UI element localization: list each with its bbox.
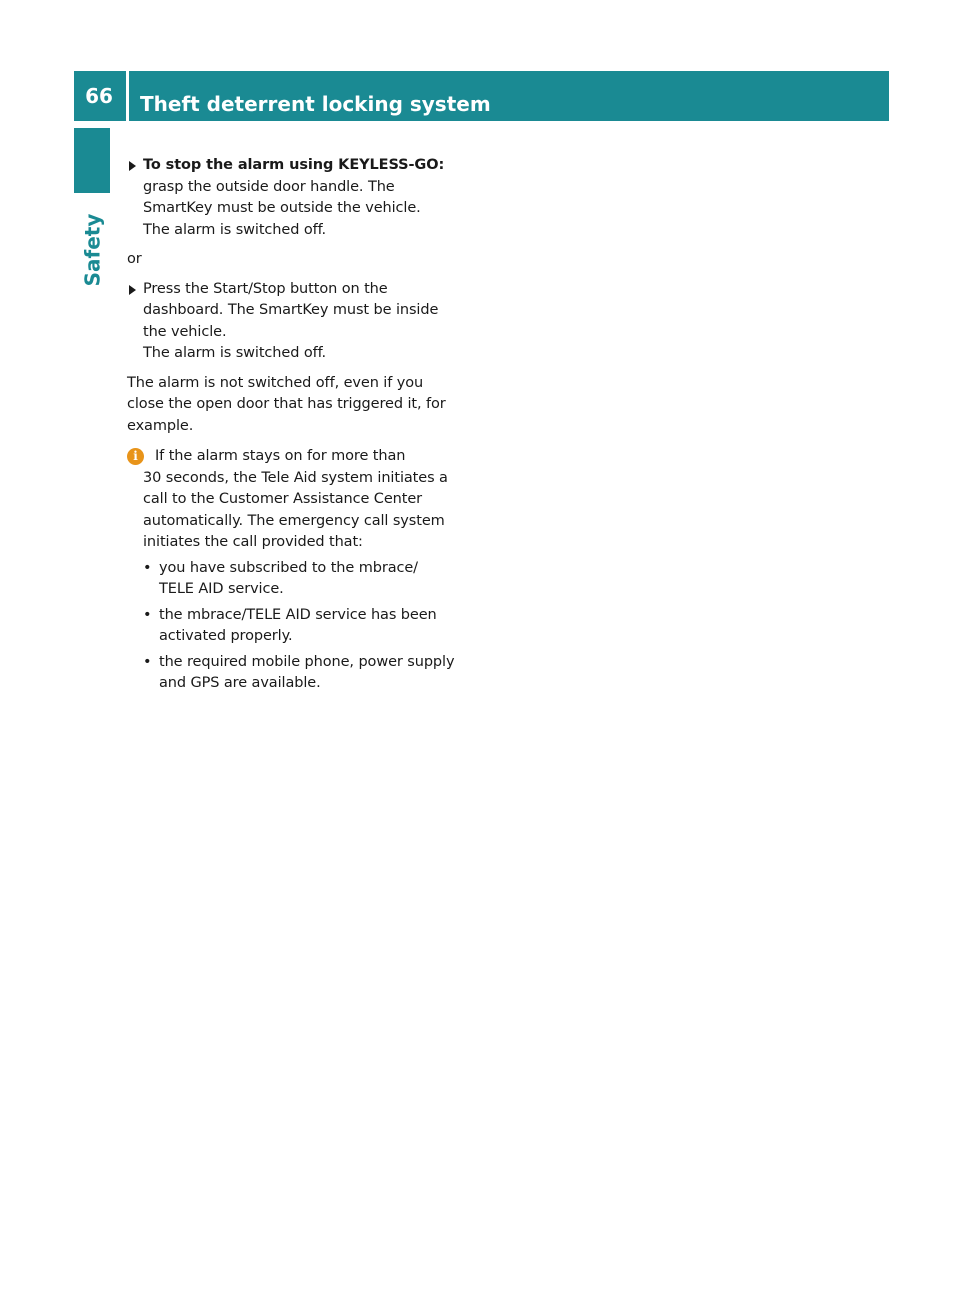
step-start-stop [127, 279, 467, 365]
or-separator: or [127, 251, 142, 267]
step-line: SmartKey must be outside the vehicle. [143, 200, 421, 216]
bullet-line: the required mobile phone, power supply [159, 653, 455, 670]
note-line: The alarm is not switched off, even if you [127, 374, 424, 391]
step-arrow-icon [129, 161, 136, 171]
bullet-line: and GPS are available. [159, 675, 321, 691]
info-line: 30 seconds, the Tele Aid system initiates a [143, 469, 448, 486]
section-title: Theft deterrent locking system [140, 92, 491, 116]
step-line: The alarm is switched off. [143, 345, 327, 361]
info-line: call to the Customer Assistance Center [143, 491, 423, 507]
info-note [127, 446, 467, 554]
page-number: 66 [85, 84, 113, 108]
bullet-line: you have subscribed to the mbrace/ [159, 559, 418, 576]
step-line: Press the Start/Stop button on the [143, 280, 388, 297]
header-divider [126, 71, 129, 121]
step-line: dashboard. The SmartKey must be inside [143, 302, 439, 318]
step-heading: To stop the alarm using KEYLESS-GO: [143, 157, 445, 173]
bullet-icon: • [143, 559, 152, 576]
side-tab-text: Safety [80, 213, 105, 287]
step-arrow-icon [129, 285, 136, 295]
bullet-line: activated properly. [159, 628, 293, 644]
bullet-item [127, 605, 467, 648]
bullet-icon: • [143, 653, 152, 670]
info-icon: i [127, 448, 144, 465]
info-line: If the alarm stays on for more than [155, 448, 406, 464]
bullet-line: the mbrace/TELE AID service has been [159, 606, 437, 623]
page-header [74, 71, 889, 121]
side-tab-label [74, 200, 110, 300]
note-paragraph [127, 373, 467, 438]
step-keyless-go [127, 155, 467, 241]
bullet-icon: • [143, 606, 152, 623]
bullet-line: TELE AID service. [159, 581, 284, 597]
side-tab-marker [74, 128, 110, 193]
step-line: the vehicle. [143, 323, 227, 340]
bullet-item [127, 652, 467, 695]
main-content [127, 155, 467, 695]
info-line: initiates the call provided that: [143, 534, 363, 550]
step-line: grasp the outside door handle. The [143, 178, 395, 195]
note-line: close the open door that has triggered it, for [127, 396, 446, 412]
bullet-item [127, 558, 467, 601]
note-line: example. [127, 417, 194, 434]
step-line: The alarm is switched off. [143, 221, 327, 238]
info-line: automatically. The emergency call system [143, 512, 445, 529]
